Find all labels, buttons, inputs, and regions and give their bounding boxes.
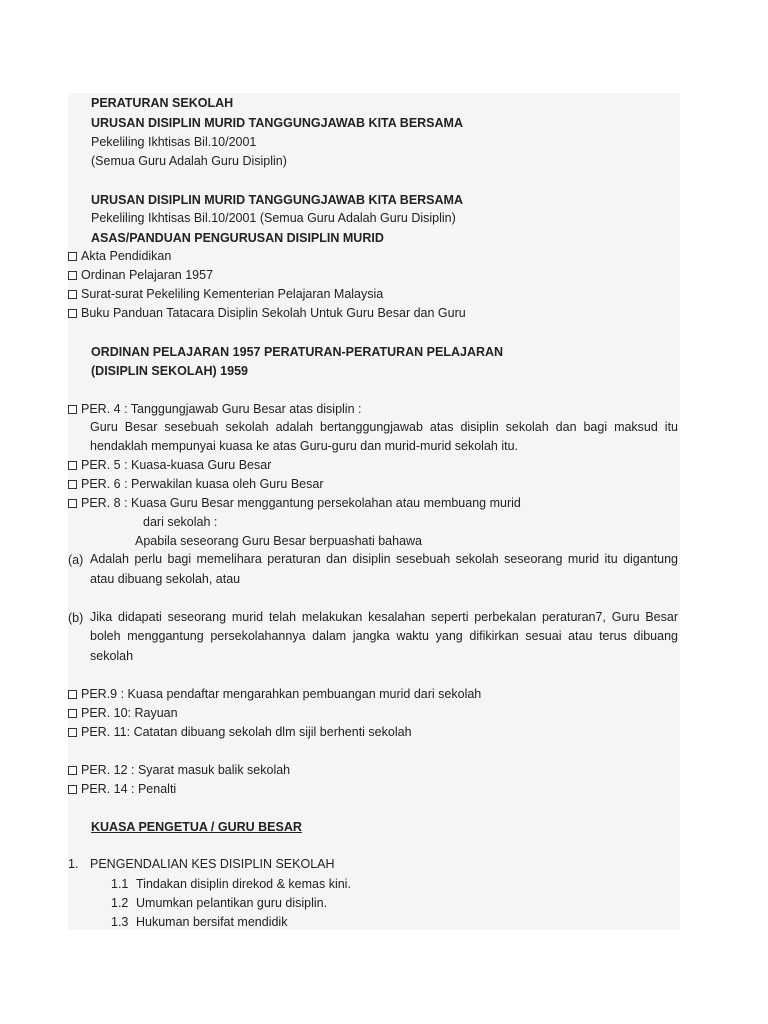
checkbox-list-item: PER. 6 : Perwakilan kuasa oleh Guru Besar xyxy=(68,476,323,492)
checkbox-list-item: PER. 12 : Syarat masuk balik sekolah xyxy=(68,762,290,778)
checkbox-icon xyxy=(68,480,77,489)
checkbox-icon xyxy=(68,766,77,775)
checkbox-list-item: PER. 14 : Penalti xyxy=(68,781,176,797)
paragraph-line: boleh menggantung persekolahannya dalam jangka waktu yang difikirkan sesuai atau terus dibuang xyxy=(90,629,678,643)
paragraph-line: Adalah perlu bagi memelihara peraturan dan disiplin sesebuah sekolah seseorang murid itu digantung xyxy=(90,552,678,566)
paragraph-line: Jika didapati seseorang murid telah melakukan kesalahan seperti perbekalan peraturan7, Guru Besar xyxy=(90,610,678,624)
checkbox-icon xyxy=(68,405,77,414)
sub-item-number: 1.2 xyxy=(111,896,129,910)
section-subheading: ASAS/PANDUAN PENGURUSAN DISIPLIN MURID xyxy=(91,231,384,245)
checkbox-icon xyxy=(68,690,77,699)
paragraph-line: Guru Besar sesebuah sekolah adalah bertanggungjawab atas disiplin sekolah dan bagi maksud itu xyxy=(90,420,678,434)
checkbox-icon xyxy=(68,290,77,299)
checkbox-icon xyxy=(68,271,77,280)
sub-item-number: 1.3 xyxy=(111,915,129,929)
checkbox-list-item: PER. 8 : Kuasa Guru Besar menggantung persekolahan atau membuang murid xyxy=(68,495,521,511)
section-reference: Pekeliling Ikhtisas Bil.10/2001 (Semua Guru Adalah Guru Disiplin) xyxy=(91,211,456,225)
checkbox-list-item: PER. 5 : Kuasa-kuasa Guru Besar xyxy=(68,457,271,473)
paragraph-line: hendaklah mempunyai kuasa ke atas Guru-guru dan murid-murid sekolah itu. xyxy=(90,439,519,453)
checkbox-list-item: PER. 11: Catatan dibuang sekolah dlm sijil berhenti sekolah xyxy=(68,724,412,740)
checkbox-list-item: Ordinan Pelajaran 1957 xyxy=(68,267,213,283)
checkbox-icon xyxy=(68,461,77,470)
checkbox-icon xyxy=(68,785,77,794)
numbered-item: PENGENDALIAN KES DISIPLIN SEKOLAH xyxy=(90,857,335,871)
checkbox-icon xyxy=(68,499,77,508)
section-heading: URUSAN DISIPLIN MURID TANGGUNGJAWAB KITA BERSAMA xyxy=(91,193,463,207)
numbered-item-number: 1. xyxy=(68,857,79,871)
checkbox-list-item: PER. 10: Rayuan xyxy=(68,705,178,721)
sub-item: Hukuman bersifat mendidik xyxy=(136,915,288,929)
clause-label: (b) xyxy=(68,611,84,625)
sub-item: Tindakan disiplin direkod & kemas kini. xyxy=(136,877,351,891)
checkbox-list-item: Buku Panduan Tatacara Disiplin Sekolah Untuk Guru Besar dan Guru xyxy=(68,305,466,321)
checkbox-list-item: PER.9 : Kuasa pendaftar mengarahkan pembuangan murid dari sekolah xyxy=(68,686,481,702)
paragraph-line: sekolah xyxy=(90,649,134,663)
checkbox-icon xyxy=(68,709,77,718)
document-title: PERATURAN SEKOLAH xyxy=(91,96,234,110)
clause-label: (a) xyxy=(68,553,84,567)
circular-reference: Pekeliling Ikhtisas Bil.10/2001 xyxy=(91,135,257,149)
section-heading: ORDINAN PELAJARAN 1957 PERATURAN-PERATURAN PELAJARAN xyxy=(91,345,504,359)
checkbox-icon xyxy=(68,728,77,737)
checkbox-list-item: PER. 4 : Tanggungjawab Guru Besar atas disiplin : xyxy=(68,401,362,417)
section-heading: KUASA PENGETUA / GURU BESAR xyxy=(91,820,302,834)
sub-item-number: 1.1 xyxy=(111,877,129,891)
sub-item: Umumkan pelantikan guru disiplin. xyxy=(136,896,328,910)
paragraph-line: dari sekolah : xyxy=(143,515,218,529)
paragraph-line: atau dibuang sekolah, atau xyxy=(90,572,241,586)
checkbox-icon xyxy=(68,252,77,261)
checkbox-list-item: Akta Pendidikan xyxy=(68,248,171,264)
checkbox-icon xyxy=(68,309,77,318)
circular-note: (Semua Guru Adalah Guru Disiplin) xyxy=(91,154,287,168)
checkbox-list-item: Surat-surat Pekeliling Kementerian Pelajaran Malaysia xyxy=(68,286,383,302)
section-heading: (DISIPLIN SEKOLAH) 1959 xyxy=(91,364,248,378)
paragraph-line: Apabila seseorang Guru Besar berpuashati bahawa xyxy=(135,534,422,548)
document-subtitle: URUSAN DISIPLIN MURID TANGGUNGJAWAB KITA BERSAMA xyxy=(91,116,463,130)
